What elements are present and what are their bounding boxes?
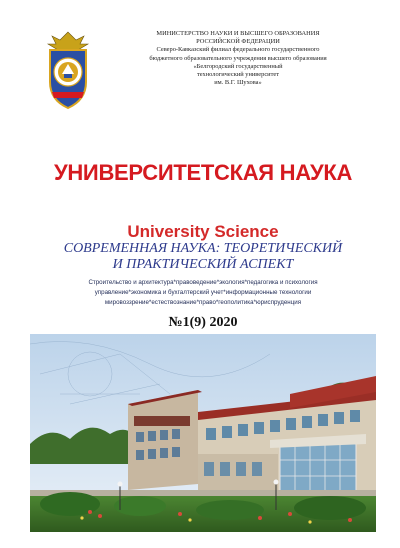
campus-building-photo (30, 334, 376, 532)
journal-subtitle (34, 241, 372, 273)
journal-subtitle-line-1: СОВРЕМЕННАЯ НАУКА: ТЕОРЕТИЧЕСКИЙ (63, 241, 343, 256)
topics-line-1: Строительство и архитектура*правоведение*экология*педагогика и психология (88, 279, 318, 286)
university-emblem-icon (40, 30, 96, 110)
issue-number: №1(9) 2020 (168, 315, 238, 330)
journal-title: УНИВЕРСИТЕТСКАЯ НАУКА (53, 160, 353, 185)
journal-cover (30, 12, 376, 532)
journal-title-english: University Science (127, 222, 279, 241)
ministry-header (112, 30, 364, 87)
ministry-line-1: МИНИСТЕРСТВО НАУКИ И ВЫСШЕГО ОБРАЗОВАНИЯ (156, 30, 320, 37)
ministry-line-5: «Белгородский государственный (193, 62, 283, 70)
topics-line-3: мировоззрение*естествознание*право*геополитика*юриспруденция (104, 299, 302, 306)
ministry-line-6: технологический университет (196, 71, 279, 79)
topics-line-2: управление*экономика и бухгалтерский учет*информационные технологии (94, 289, 312, 296)
ministry-line-2: РОССИЙСКОЙ ФЕДЕРАЦИИ (196, 38, 280, 46)
ministry-line-7: им. В.Г. Шухова» (214, 79, 262, 87)
journal-topics (38, 278, 368, 308)
ministry-line-3: Северо-Кавказский филиал федерального государственного (156, 46, 320, 54)
ministry-line-4: бюджетного образовательного учреждения высшего образования (149, 54, 327, 62)
journal-subtitle-line-2: И ПРАКТИЧЕСКИЙ АСПЕКТ (112, 257, 294, 272)
